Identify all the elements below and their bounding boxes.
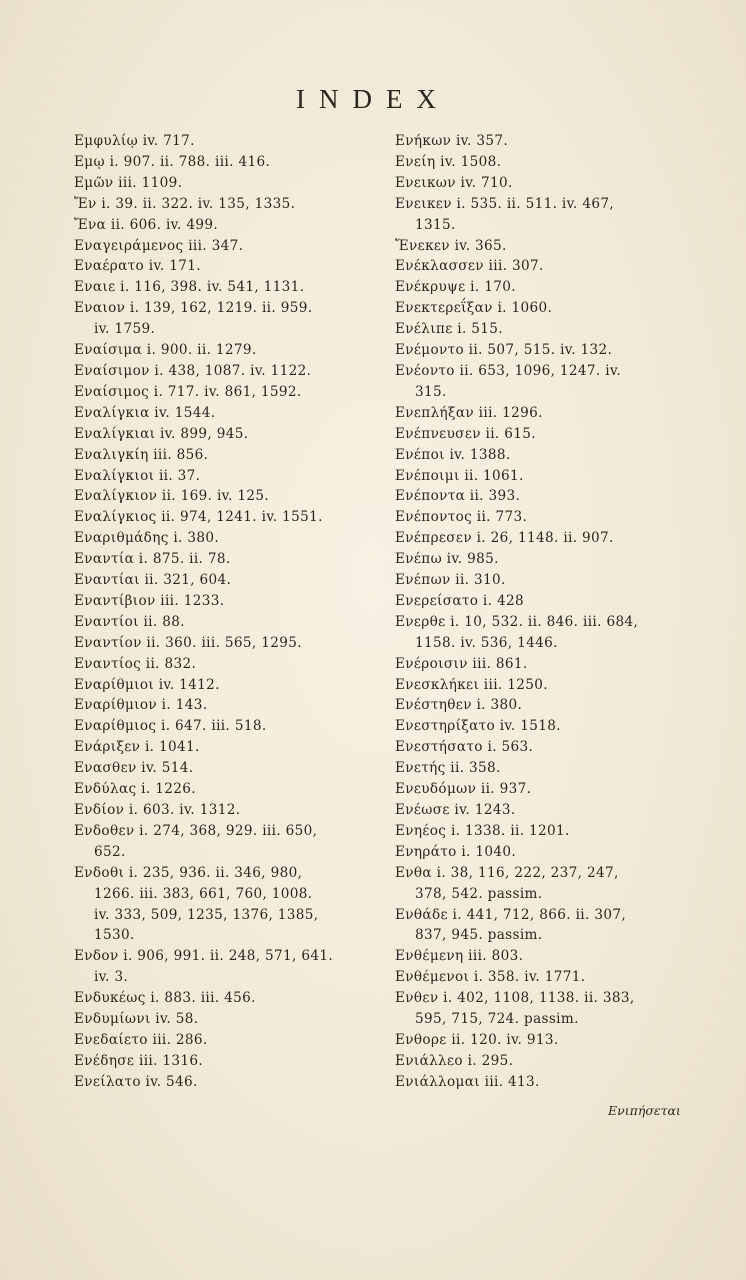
index-entry-line: Ενέκλασσεν iii. 307. [395,258,544,275]
index-column-left [74,131,374,1093]
index-entry-line: Εναίσιμα i. 900. ii. 1279. [74,342,257,359]
index-entry-line: Ενεδαίετο iii. 286. [74,1031,208,1048]
index-entry-line: Εναρίθμιοι iv. 1412. [74,676,220,693]
index-entry [395,194,697,236]
index-entry [395,507,697,528]
index-entry [74,528,374,549]
index-entry-line: Ενεπλήξαν iii. 1296. [395,404,543,421]
index-entry-line: Ενδοθεν i. 274, 368, 929. iii. 650, [74,822,318,839]
index-entry-line: Ενδυμίωνι iv. 58. [74,1011,199,1028]
index-entry-continuation: 315. [415,383,447,400]
index-entry [395,675,697,696]
index-entry-line: Εναιε i. 116, 398. iv. 541, 1131. [74,279,305,296]
index-entry [74,946,374,988]
index-entry-line: Ενέωσε iv. 1243. [395,802,516,818]
index-entry-line: Εναγειράμενος iii. 347. [74,237,244,254]
index-entry-line: Ενέστηθεν i. 380. [395,697,523,714]
index-entry-line: Ενιάλλεο i. 295. [395,1052,514,1069]
index-entry-continuation: 652. [94,843,126,860]
index-entry [395,779,697,800]
index-entry-line: Ενερείσατο i. 428 [395,592,524,609]
index-entry-line: Ενδοθι i. 235, 936. ii. 346, 980, [74,864,303,881]
index-entry-line: Ἔνα ii. 606. iv. 499. [74,216,219,233]
index-entry-line: Ενεστηρίξατο iv. 1518. [395,718,561,735]
index-entry [74,1009,374,1030]
index-entry-line: Ενέκρυψε i. 170. [395,279,516,296]
index-entry [74,591,374,612]
index-entry-line: Ενθέμενοι i. 358. iv. 1771. [395,969,586,986]
index-entry [74,236,374,257]
index-entry [395,152,697,173]
index-entry [395,528,697,549]
index-entry [395,842,697,863]
index-entry [395,612,697,654]
index-entry-line: Εναέρατο iv. 171. [74,258,201,275]
index-entry-line: Ενεικων iv. 710. [395,174,513,191]
index-entry [74,1072,374,1093]
index-entry-line: Ενέποντος ii. 773. [395,509,528,526]
index-entry [74,737,374,758]
index-entry [395,236,697,257]
index-entry [395,340,697,361]
index-entry [395,758,697,779]
index-entry-line: Ενάριξεν i. 1041. [74,739,200,756]
index-entry-line: Εναλίγκιοι ii. 37. [74,467,201,484]
index-entry [395,173,697,194]
index-entry-line: Εναλίγκιαι iv. 899, 945. [74,425,249,442]
index-entry-line: Ενηράτο i. 1040. [395,843,517,860]
page-title: INDEX [296,84,450,114]
index-entry [74,340,374,361]
index-entry [395,821,697,842]
index-entry-line: Ενετής ii. 358. [395,760,501,777]
index-entry [395,905,697,947]
index-entry [395,277,697,298]
index-entry-line: Εναιον i. 139, 162, 1219. ii. 959. [74,300,313,317]
index-entry [74,424,374,445]
index-entry-line: Ενείη iv. 1508. [395,153,502,170]
index-entry-line: Ενεστήσατο i. 563. [395,739,534,756]
index-entry-line: Εναίσιμον i. 438, 1087. iv. 1122. [74,362,312,379]
index-entry [395,319,697,340]
index-entry-line: Εναλίγκιος ii. 974, 1241. iv. 1551. [74,509,323,526]
index-entry [74,445,374,466]
index-entry [74,298,374,340]
index-entry [74,612,374,633]
index-entry [74,131,374,152]
index-entry [74,549,374,570]
index-entry-line: Ενεσκλήκει iii. 1250. [395,676,548,693]
index-entry-continuation: 1315. [415,216,456,233]
index-entry [74,382,374,403]
index-entry [395,863,697,905]
index-entry [74,152,374,173]
index-entry-line: Εμφυλίῳ iv. 717. [74,133,195,149]
index-entry-line: Ενασθεν iv. 514. [74,760,194,777]
index-entry [395,403,697,424]
index-entry [74,570,374,591]
index-entry-continuation: iv. 1759. [94,321,156,338]
index-entry-line: Ενείλατο iv. 546. [74,1073,198,1090]
index-entry-line: Ενθα i. 38, 116, 222, 237, 247, [395,864,619,881]
index-entry [395,256,697,277]
index-entry-line: Εναντία i. 875. ii. 78. [74,551,231,568]
index-entry [395,486,697,507]
index-entry-line: Ενερθε i. 10, 532. ii. 846. iii. 684, [395,613,639,630]
index-entry [74,758,374,779]
index-entry [395,1051,697,1072]
index-entry [74,1051,374,1072]
index-entry [74,173,374,194]
index-entry [74,256,374,277]
index-entry [395,298,697,319]
index-entry [74,821,374,863]
index-entry [74,654,374,675]
index-entry [395,361,697,403]
index-entry-line: Εμῶν iii. 1109. [74,174,183,191]
index-entry [395,737,697,758]
index-entry-line: Ἔν i. 39. ii. 322. iv. 135, 1335. [74,195,296,212]
index-entry [395,1030,697,1051]
index-entry-continuation: 1530. [94,927,135,944]
index-entry [74,466,374,487]
index-entry-line: Ενέροισιν iii. 861. [395,655,528,672]
index-entry-line: Ενδον i. 906, 991. ii. 248, 571, 641. [74,948,334,965]
index-entry [395,946,697,967]
index-column-right [395,131,697,1093]
index-entry [395,131,697,152]
index-entry-line: Ενευδόμων ii. 937. [395,781,532,798]
index-entry [74,675,374,696]
index-entry-continuation: iv. 3. [94,969,129,986]
index-entry [395,466,697,487]
index-entry [395,800,697,821]
index-entry-line: Ενδυκέως i. 883. iii. 456. [74,990,256,1007]
index-entry-continuation: 1266. iii. 383, 661, 760, 1008. [94,885,313,902]
index-entry-continuation: iv. 333, 509, 1235, 1376, 1385, [94,906,319,923]
index-entry-line: Ενέλιπε i. 515. [395,321,503,338]
index-entry-line: Ενθέμενη iii. 803. [395,948,524,965]
index-entry [74,507,374,528]
index-entry [74,215,374,236]
index-entry-line: Ενέπνευσεν ii. 615. [395,425,536,442]
index-entry-line: Ενεικεν i. 535. ii. 511. iv. 467, [395,195,615,212]
index-entry [395,591,697,612]
index-entry [74,863,374,947]
index-entry [74,361,374,382]
index-entry-line: Εναντίαι ii. 321, 604. [74,572,232,589]
index-entry [74,695,374,716]
index-entry [74,486,374,507]
index-entry-line: Εναλίγκια iv. 1544. [74,404,216,421]
index-entry-line: Εναλίγκιον ii. 169. iv. 125. [74,488,270,505]
index-entry-line: Ενέποι iv. 1388. [395,446,511,463]
index-entry-line: Εναντίον ii. 360. iii. 565, 1295. [74,634,302,651]
index-entry [395,1072,697,1093]
index-entry-line: Ενηέος i. 1338. ii. 1201. [395,822,570,839]
index-entry-line: Εναντίβιον iii. 1233. [74,592,225,609]
index-entry-line: Ενδύλας i. 1226. [74,781,196,798]
index-entry [395,988,697,1030]
index-entry-line: Εναρίθμιον i. 143. [74,697,208,714]
index-entry-line: Ενέπω iv. 985. [395,551,499,568]
index-entry-line: Εμῳ i. 907. ii. 788. iii. 416. [74,153,271,170]
index-entry [395,716,697,737]
index-entry-line: Ενθάδε i. 441, 712, 866. ii. 307, [395,906,627,923]
index-entry-line: Εναριθμάδης i. 380. [74,530,220,547]
index-entry [395,570,697,591]
index-entry [395,424,697,445]
index-entry [74,277,374,298]
index-entry-line: Εναρίθμιος i. 647. iii. 518. [74,718,267,735]
index-entry [74,716,374,737]
index-entry-line: Ενέοντο ii. 653, 1096, 1247. iv. [395,362,622,379]
index-entry-line: Ενιάλλομαι iii. 413. [395,1073,540,1090]
index-entry [74,779,374,800]
index-entry [395,967,697,988]
index-entry-line: Ενέμοντο ii. 507, 515. iv. 132. [395,342,613,359]
index-entry [74,403,374,424]
index-entry [74,1030,374,1051]
index-entry-line: Ενεκτερεΐξαν i. 1060. [395,300,553,317]
index-entry [74,194,374,215]
index-entry-line: Ενέπρεσεν i. 26, 1148. ii. 907. [395,530,614,547]
index-entry-line: Ενέποιμι ii. 1061. [395,467,524,484]
index-entry-line: Ἔνεκεν iv. 365. [395,237,507,254]
index-entry-line: Ενδίον i. 603. iv. 1312. [74,802,241,818]
index-entry-line: Ενθεν i. 402, 1108, 1138. ii. 383, [395,990,635,1007]
index-entry [395,549,697,570]
index-entry [395,654,697,675]
index-entry-line: Εναντίος ii. 832. [74,655,197,672]
index-entry-line: Εναλιγκίη iii. 856. [74,446,209,463]
index-entry-continuation: 837, 945. passim. [415,927,543,944]
index-entry [395,695,697,716]
index-entry-line: Ενέποντα ii. 393. [395,488,521,505]
catchword: Ενιπήσεται [608,1103,681,1118]
index-entry-line: Ενθορε ii. 120. iv. 913. [395,1031,559,1048]
index-entry [74,633,374,654]
index-entry-continuation: 595, 715, 724. passim. [415,1011,579,1028]
index-entry-line: Εναίσιμος i. 717. iv. 861, 1592. [74,383,302,400]
index-entry-line: Ενέδησε iii. 1316. [74,1052,204,1069]
index-entry [74,988,374,1009]
index-entry-continuation: 1158. iv. 536, 1446. [415,634,558,651]
index-entry [395,445,697,466]
index-entry-line: Ενήκων iv. 357. [395,133,509,149]
index-entry [74,800,374,821]
index-entry-line: Εναντίοι ii. 88. [74,613,185,630]
index-entry-continuation: 378, 542. passim. [415,885,543,902]
index-entry-line: Ενέπων ii. 310. [395,572,506,589]
